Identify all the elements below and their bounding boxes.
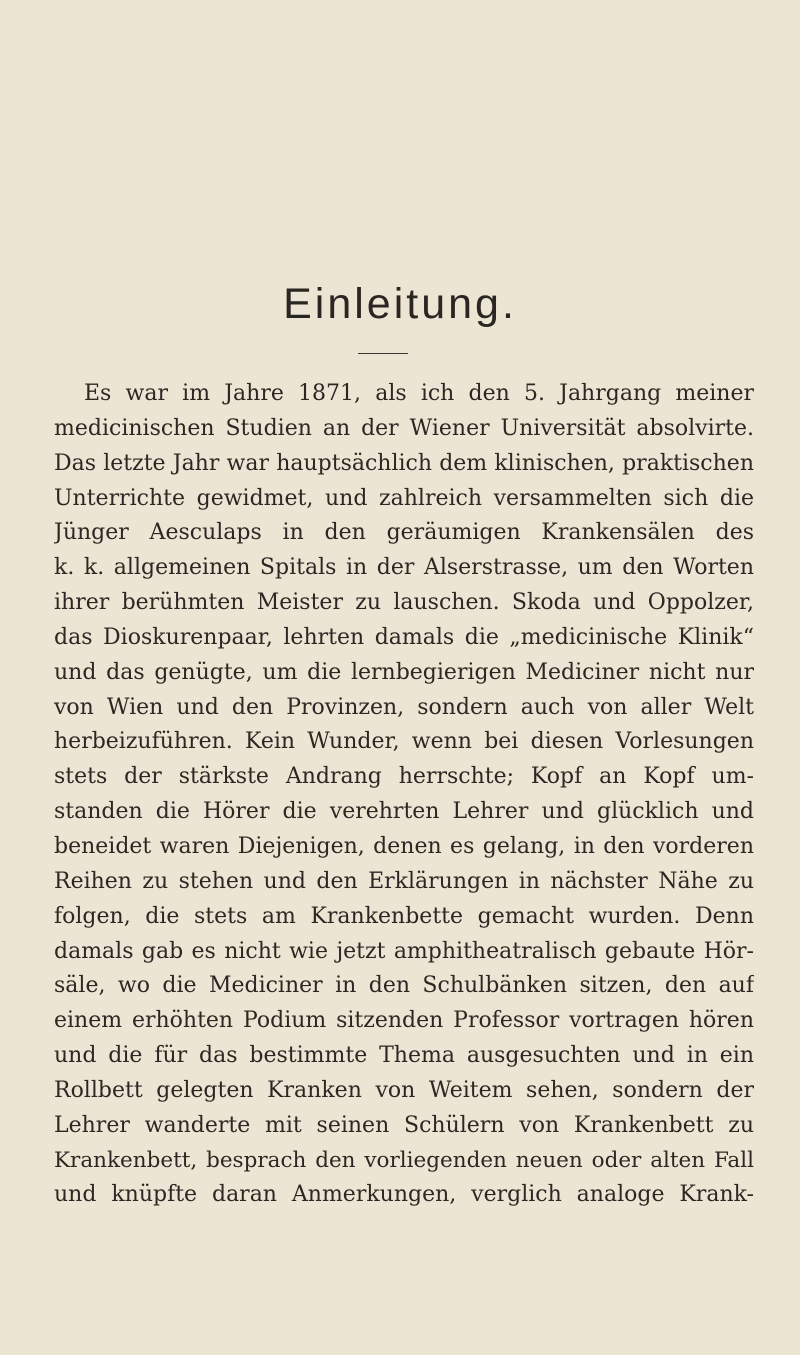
text-line: Das letzte Jahr war hauptsächlich dem klinischen, praktischen	[54, 450, 754, 476]
text-line: säle, wo die Mediciner in den Schulbänken sitzen, den auf	[54, 973, 754, 999]
body-paragraph	[54, 377, 754, 1213]
text-line: ihrer berühmten Meister zu lauschen. Skoda und Oppolzer,	[54, 590, 754, 616]
text-line: stets der stärkste Andrang herrschte; Kopf an Kopf um-	[54, 764, 754, 790]
text-line: k. k. allgemeinen Spitals in der Alserstrasse, um den Worten	[54, 555, 754, 581]
text-line: und die für das bestimmte Thema ausgesuchten und in ein	[54, 1043, 754, 1069]
text-line: und das genügte, um die lernbegierigen Mediciner nicht nur	[54, 659, 754, 685]
text-line: beneidet waren Diejenigen, denen es gelang, in den vorderen	[54, 833, 754, 859]
text-line: Rollbett gelegten Kranken von Weitem sehen, sondern der	[54, 1077, 754, 1103]
text-line: Unterrichte gewidmet, und zahlreich versammelten sich die	[54, 485, 754, 511]
text-line: Es war im Jahre 1871, als ich den 5. Jahrgang meiner	[84, 381, 754, 406]
text-line: folgen, die stets am Krankenbette gemacht wurden. Denn	[54, 903, 754, 929]
text-line: medicinischen Studien an der Wiener Universität absolvirte.	[54, 415, 754, 441]
text-line: damals gab es nicht wie jetzt amphitheatralisch gebaute Hör-	[54, 938, 754, 964]
title-divider	[358, 353, 408, 354]
text-line: und knüpfte daran Anmerkungen, verglich analoge Krank-	[54, 1182, 754, 1208]
text-line: Jünger Aesculaps in den geräumigen Krankensälen des	[54, 520, 754, 546]
text-line: herbeizuführen. Kein Wunder, wenn bei diesen Vorlesungen	[54, 729, 754, 755]
text-line: Reihen zu stehen und den Erklärungen in nächster Nähe zu	[54, 868, 754, 894]
text-line: standen die Hörer die verehrten Lehrer und glücklich und	[54, 799, 754, 825]
text-line: von Wien und den Provinzen, sondern auch von aller Welt	[54, 694, 754, 720]
chapter-title: Einleitung.	[283, 280, 517, 328]
text-line: einem erhöhten Podium sitzenden Professor vortragen hören	[54, 1008, 754, 1034]
text-line: das Dioskurenpaar, lehrten damals die „medicinische Klinik“	[54, 624, 754, 650]
text-line: Lehrer wanderte mit seinen Schülern von Krankenbett zu	[54, 1112, 754, 1138]
text-line: Krankenbett, besprach den vorliegenden neuen oder alten Fall	[54, 1147, 754, 1173]
